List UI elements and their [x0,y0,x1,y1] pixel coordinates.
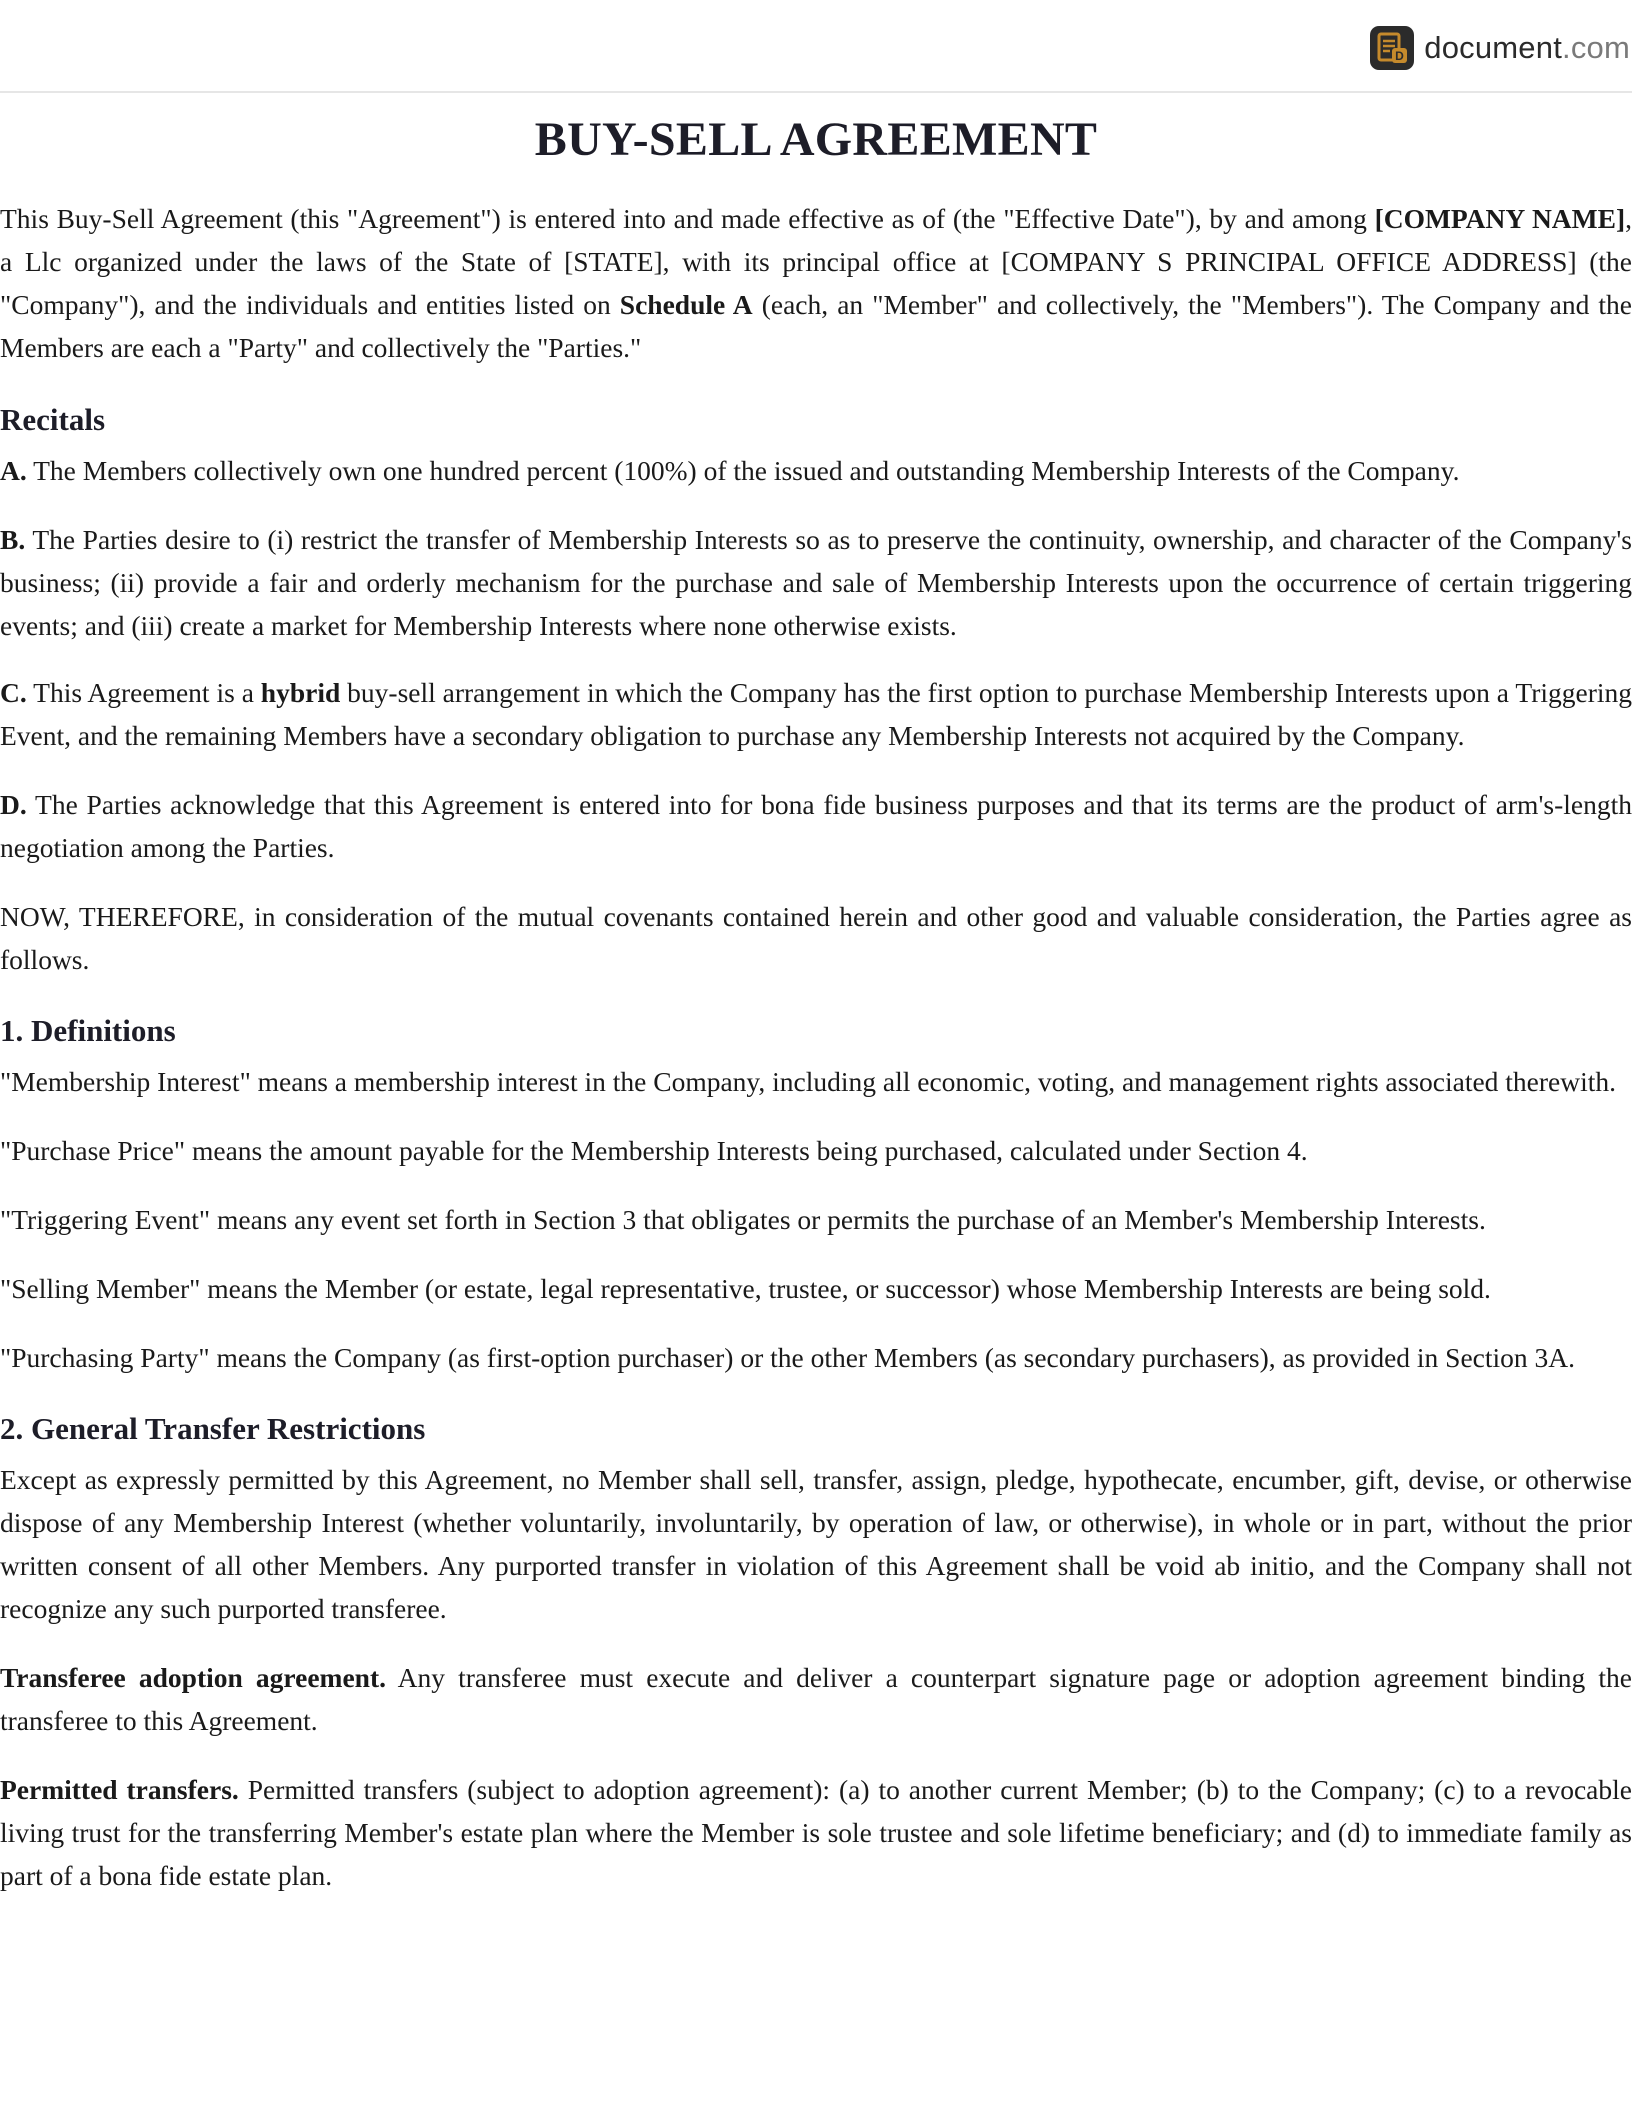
recital-d-text: The Parties acknowledge that this Agreement is entered into for bona fide business purposes and that its terms are the product of arm's-length negotiation among the Parties. [0,789,1632,863]
definition-membership-interest: "Membership Interest" means a membership interest in the Company, including all economic, voting, and management rights associated therewith. [0,1066,1617,1097]
recital-c-text-2: buy-sell arrangement in which the Company has the first option to purchase Membership Interests upon a Triggering Event, and the remaining Members have a secondary obligation to purchase any Membership Interests not acquired by the Company. [0,677,1632,751]
recital-b [0,518,1632,647]
now-therefore-paragraph: NOW, THEREFORE, in consideration of the mutual covenants contained herein and other good and valuable consideration, the Parties agree as follows. [0,901,1632,975]
transferee-adoption-paragraph [0,1656,1632,1742]
permitted-transfers-text: Permitted transfers (subject to adoption agreement): (a) to another current Member; (b) to the Company; (c) to a revocable living trust for the transferring Member's estate plan where the Member is sole trustee and sole lifetime beneficiary; and (d) to immediate family as part of a bona fide estate plan. [0,1774,1632,1891]
recital-a-text: The Members collectively own one hundred percent (100%) of the issued and outstanding Membership Interests of the Company. [26,455,1460,486]
recital-c [0,671,1632,757]
definition-purchasing-party: "Purchasing Party" means the Company (as first-option purchaser) or the other Members (as secondary purchasers), as provided in Section 3A. [0,1342,1576,1373]
intro-schedule-ref: Schedule A [619,289,753,320]
transferee-adoption-label: Transferee adoption agreement. [0,1662,386,1693]
recital-a-label: A. [0,455,27,486]
recital-b-label: B. [0,524,26,555]
definition-purchase-price: "Purchase Price" means the amount payable for the Membership Interests being purchased, calculated under Section 4. [0,1135,1308,1166]
intro-paragraph [0,197,1632,369]
recital-c-text-1: This Agreement is a [26,677,261,708]
transfer-restrictions-paragraph: Except as expressly permitted by this Agreement, no Member shall sell, transfer, assign, pledge, hypothecate, encumber, gift, devise, or otherwise dispose of any Membership Interest (whether voluntarily, involuntarily, by operation of law, or otherwise), in whole or in part, without the prior written consent of all other Members. Any purported transfer in violation of this Agreement shall be void ab initio, and the Company shall not recognize any such purported transferee. [0,1464,1632,1624]
document-title: BUY-SELL AGREEMENT [534,113,1098,166]
recital-a [0,449,1632,492]
brand-name-main: document [1424,30,1563,65]
definition-triggering-event: "Triggering Event" means any event set forth in Section 3 that obligates or permits the purchase of an Member's Membership Interests. [0,1204,1486,1235]
intro-text-3: (each, an "Member" and collectively, the "Members"). The Company and the Members are each a "Party" and collectively the "Parties." [0,289,1632,363]
intro-company-name: [COMPANY NAME] [1374,203,1626,234]
brand-name [1424,30,1630,66]
recital-c-bold: hybrid [260,677,341,708]
transferee-adoption-text: Any transferee must execute and deliver a counterpart signature page or adoption agreement binding the transferee to this Agreement. [0,1662,1632,1736]
svg-text:D: D [1395,49,1405,63]
definition-selling-member: "Selling Member" means the Member (or estate, legal representative, trustee, or successor) whose Membership Interests are being sold. [0,1273,1491,1304]
brand-link[interactable] [1370,26,1630,70]
intro-text-1: This Buy-Sell Agreement (this "Agreement") is entered into and made effective as of (the "Effective Date"), by and among [0,203,1375,234]
recital-b-text: The Parties desire to (i) restrict the transfer of Membership Interests so as to preserve the continuity, ownership, and character of the Company's business; (ii) provide a fair and orderly mechanism for the purchase and sale of Membership Interests upon the occurrence of certain triggering events; and (iii) create a market for Membership Interests where none otherwise exists. [0,524,1632,641]
intro-text-2: , a Llc organized under the laws of the State of [STATE], with its principal office at [COMPANY S PRINCIPAL OFFICE ADDRESS] (the "Company"), and the individuals and entities listed on [0,203,1632,320]
permitted-transfers-label: Permitted transfers. [0,1774,239,1805]
document-logo-icon [1370,26,1414,70]
recital-c-label: C. [0,677,27,708]
permitted-transfers-paragraph [0,1768,1632,1897]
recital-d [0,783,1632,869]
definitions-heading: 1. Definitions [0,1013,176,1048]
document-body [0,93,1632,1897]
brand-name-tld: .com [1562,30,1630,65]
recitals-heading: Recitals [0,402,106,437]
transfer-restrictions-heading: 2. General Transfer Restrictions [0,1411,426,1446]
recital-d-label: D. [0,789,27,820]
page-header [0,0,1632,93]
